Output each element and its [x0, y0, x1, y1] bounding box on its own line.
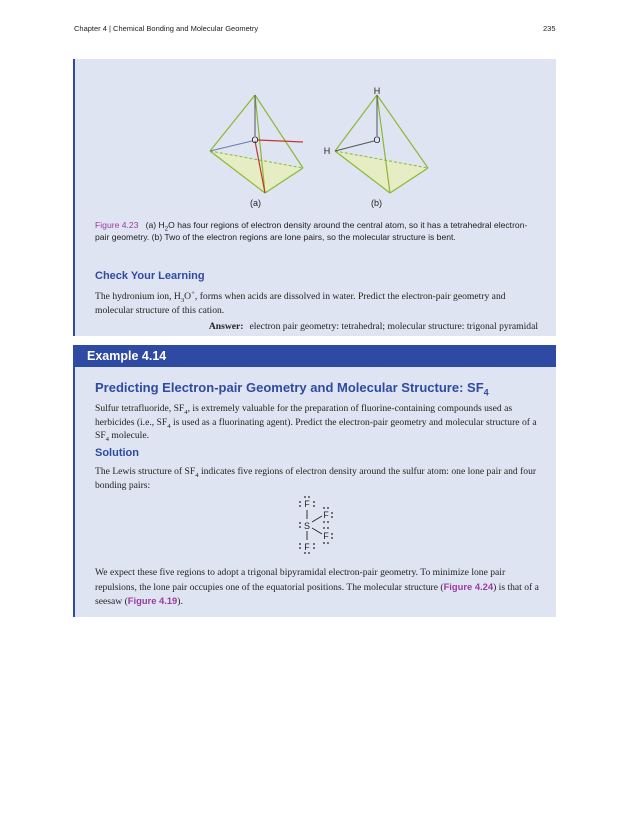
lewis-f-bottom: F — [304, 542, 310, 552]
answer-line — [95, 321, 538, 332]
ccl-sup: + — [191, 289, 195, 297]
lewis-f-top: F — [304, 499, 310, 509]
tetrahedron-a — [210, 95, 303, 193]
running-header-chapter: Chapter 4 | Chemical Bonding and Molecular Geometry — [74, 24, 259, 33]
caption-number: Figure 4.23 — [95, 220, 139, 230]
intro-sub-2: 4 — [167, 422, 171, 430]
atom-o-b: O — [373, 135, 381, 145]
caption-sub: 2 — [164, 226, 169, 233]
answer-text: electron pair geometry: tetrahedral; molecular structure: trigonal pyramidal — [249, 321, 538, 332]
sf4-lewis-structure — [285, 492, 345, 554]
example-title — [95, 380, 489, 398]
figure-label-b: (b) — [371, 198, 382, 208]
figure-4-19-link[interactable]: Figure 4.19 — [127, 595, 178, 606]
check-your-learning-title: Check Your Learning — [95, 270, 205, 282]
figure-label-a: (a) — [250, 198, 261, 208]
ccl-text-1: The hydronium ion, H — [95, 291, 181, 302]
intro-sub-3: 4 — [105, 435, 110, 443]
lewis-f-upper-right: F — [323, 510, 329, 520]
figure-and-check-box — [73, 59, 556, 336]
atom-o-a: O — [251, 135, 259, 145]
solution-text — [95, 465, 540, 492]
example-box — [73, 367, 556, 617]
conc-text-1: We expect these five regions to adopt a trigonal bipyramidal electron-pair geometry. To minimize lone pair repulsions, the lone pair occupies one of the equatorial positions. The molecular structure ( — [95, 567, 506, 593]
caption-text-2: O has four regions of electron density around the central atom, so it has a tetrahedral electron-pair geometry. (b) Two of the electron regions are lone pairs, so the molecular structure is bent. — [95, 220, 528, 242]
atom-h-top: H — [373, 86, 381, 96]
caption-text-1: (a) H — [145, 220, 165, 230]
conc-text-2: ) is that of a seesaw ( — [95, 581, 539, 607]
tetrahedron-b — [324, 86, 428, 193]
ccl-text-2: O — [184, 291, 192, 302]
sol-sub: 4 — [195, 471, 199, 479]
page-number: 235 — [543, 24, 556, 33]
conclusion-text — [95, 566, 540, 609]
example-intro — [95, 402, 540, 443]
sol-text-2: indicates five regions of electron density around the sulfur atom: one lone pair and four bonding pairs: — [95, 466, 537, 491]
example-banner: Example 4.14 — [73, 345, 556, 367]
figure-4-24-link[interactable]: Figure 4.24 — [443, 580, 494, 592]
atom-h-left: H — [323, 146, 331, 156]
intro-text-2: , is extremely valuable for the preparation of fluorine-containing compounds used as herbicides (i.e., SF — [95, 403, 513, 428]
intro-text-1: Sulfur tetrafluoride, SF — [95, 403, 185, 414]
intro-text-3: is used as a fluorinating agent). Predict the electron-pair geometry and molecular structure of a SF — [95, 416, 537, 441]
ccl-text-3: , forms when acids are dissolved in water. Predict the electron-pair geometry and molecular structure of this cation. — [95, 291, 506, 316]
intro-sub-1: 4 — [184, 408, 188, 416]
intro-text-4: molecule. — [109, 430, 149, 441]
sol-text-1: The Lewis structure of SF — [95, 466, 196, 477]
answer-label: Answer: — [208, 321, 244, 332]
example-title-text: Predicting Electron-pair Geometry and Molecular Structure: SF — [95, 380, 484, 395]
lewis-s-center: S — [303, 521, 311, 531]
tetrahedra-figure — [205, 84, 445, 209]
check-your-learning-text — [95, 290, 540, 317]
ccl-sub: 3 — [180, 296, 185, 304]
example-title-sub: 4 — [483, 387, 489, 398]
conc-text-3: ). — [177, 596, 183, 607]
lewis-f-lower-right: F — [323, 531, 329, 541]
solution-title: Solution — [95, 447, 139, 459]
figure-caption — [95, 219, 535, 243]
